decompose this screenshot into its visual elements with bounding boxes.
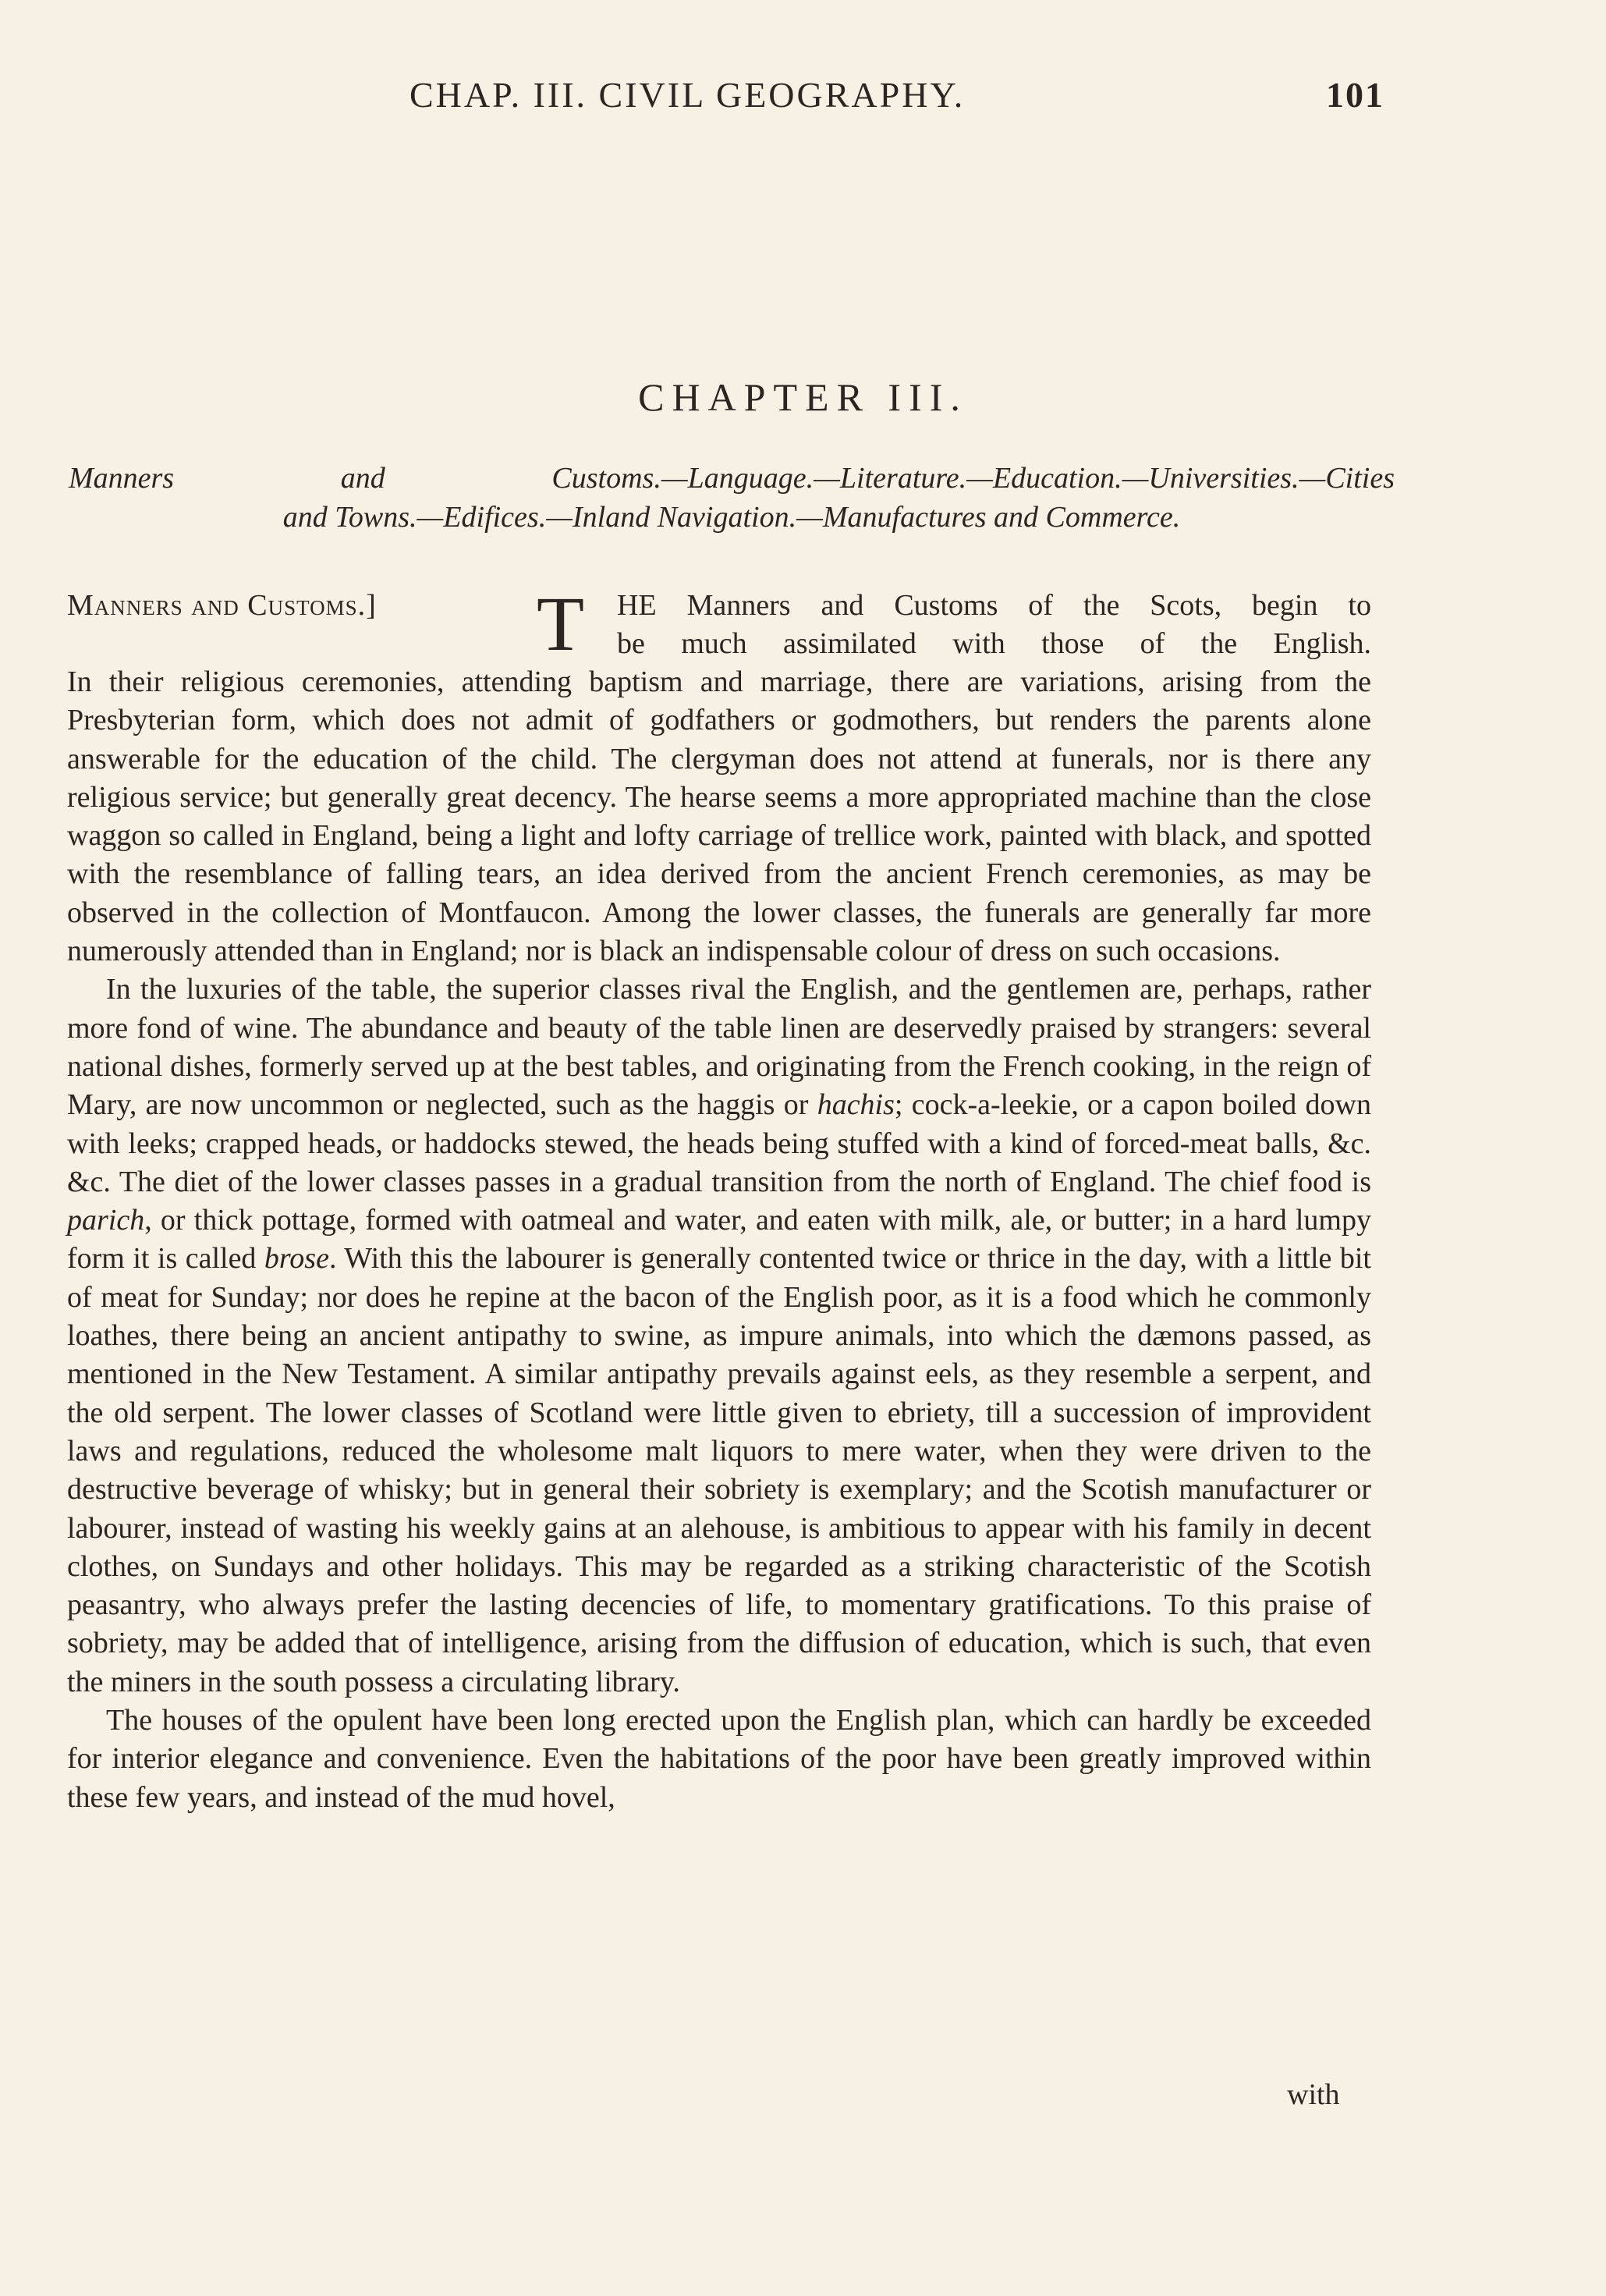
chapter-title: CHAPTER III. <box>638 375 968 419</box>
italic-term: brose <box>264 1242 329 1276</box>
page-number: 101 <box>1326 75 1384 115</box>
text-run: , or thick pottage, formed with oatmeal and water, and eaten with milk, ale, or butter; in a hard lumpy form it is called <box>67 1204 1371 1276</box>
drop-cap: T <box>537 580 585 667</box>
italic-term: parich <box>67 1204 145 1237</box>
paragraph-body: In their religious ceremonies, attending baptism and marriage, there are variations, arising from the Presbyterian form, which does not admit of godfathers or godmothers, but renders the parents alone answerable for the education of the child. The clergyman does not attend at funerals, nor is there any religious service; but generally great decency. The hearse seems a more appropriated machine than the close waggon so called in England, being a light and lofty carriage of trellice work, painted with black, and spotted with the resemblance of falling tears, an idea derived from the ancient French ceremonies, as may be observed in the collection of Montfaucon. Among the lower classes, the funerals are generally far more numerously attended than in England; nor is black an indispensable colour of dress on such occasions. <box>67 665 1371 968</box>
paragraph-houses <box>67 1702 1371 1817</box>
chapter-summary <box>69 459 1395 537</box>
section-heading: Manners and Customs.] <box>67 589 377 622</box>
body-text <box>67 580 1372 1817</box>
lead-line-2: be much assimilated with those of the English. <box>617 627 1371 660</box>
running-title: CHAP. III. CIVIL GEOGRAPHY. <box>409 75 966 115</box>
text-run: . With this the labourer is generally contented twice or thrice in the day, with a little bit of meat for Sunday; nor does he repine at the bacon of the English poor, as it is a food which he commonly loathes, there being an ancient antipathy to swine, as impure animals, into which the dæmons passed, as mentioned in the New Testament. A similar antipathy prevails against eels, as they resemble a serpent, and the old serpent. The lower classes of Scotland were little given to ebriety, till a succession of improvident laws and regulations, reduced the wholesome malt liquors to mere water, when they were driven to the destructive beverage of whisky; but in general their sobriety is exemplary; and the Scotish manufacturer or labourer, instead of wasting his weekly gains at an alehouse, is ambitious to appear with his family in decent clothes, on Sundays and other holidays. This may be regarded as a striking characteristic of the Scotish peasantry, who always prefer the lasting decencies of life, to momentary gratifications. To this praise of sobriety, may be added that of intelligence, arising from the diffusion of education, which is such, that even the miners in the south possess a circulating library. <box>67 1242 1371 1698</box>
italic-term: hachis <box>817 1088 895 1122</box>
text-run: The houses of the opulent have been long erected upon the English plan, which can hardly be exceeded for interior elegance and convenience. Even the habitations of the poor have been greatly improved within these few years, and instead of the mud hovel, <box>67 1704 1371 1814</box>
paragraph-lead <box>67 580 1371 667</box>
chapter-summary-line-2: and Towns.—Edifices.—Inland Navigation.—Manufactures and Commerce. <box>282 501 1181 534</box>
paragraph-manners-and-customs <box>67 580 1371 971</box>
text-run: ; cock-a-leekie, or a capon boiled down with leeks; crapped heads, or haddocks stewed, the heads being stuffed with a kind of forced-meat balls, &c. &c. The diet of the lower classes passes in a gradual transition from the north of England. The chief food is <box>67 1088 1372 1198</box>
catchword: with <box>1287 2078 1340 2111</box>
running-head <box>0 74 1606 121</box>
chapter-summary-line-1: Manners and Customs.—Language.—Literature.—Education.—Universities.—Cities <box>69 462 1395 495</box>
paragraph-luxuries-of-table <box>67 971 1371 1702</box>
text-run: In the luxuries of the table, the superior classes rival the English, and the gentlemen are, perhaps, rather more fond of wine. The abundance and beauty of the table linen are deservedly praised by strangers: several national dishes, formerly served up at the best tables, and originating from the French cooking, in the reign of Mary, are now uncommon or neglected, such as the haggis or <box>67 973 1371 1122</box>
lead-line-1: HE Manners and Customs of the Scots, begin to <box>617 589 1371 622</box>
